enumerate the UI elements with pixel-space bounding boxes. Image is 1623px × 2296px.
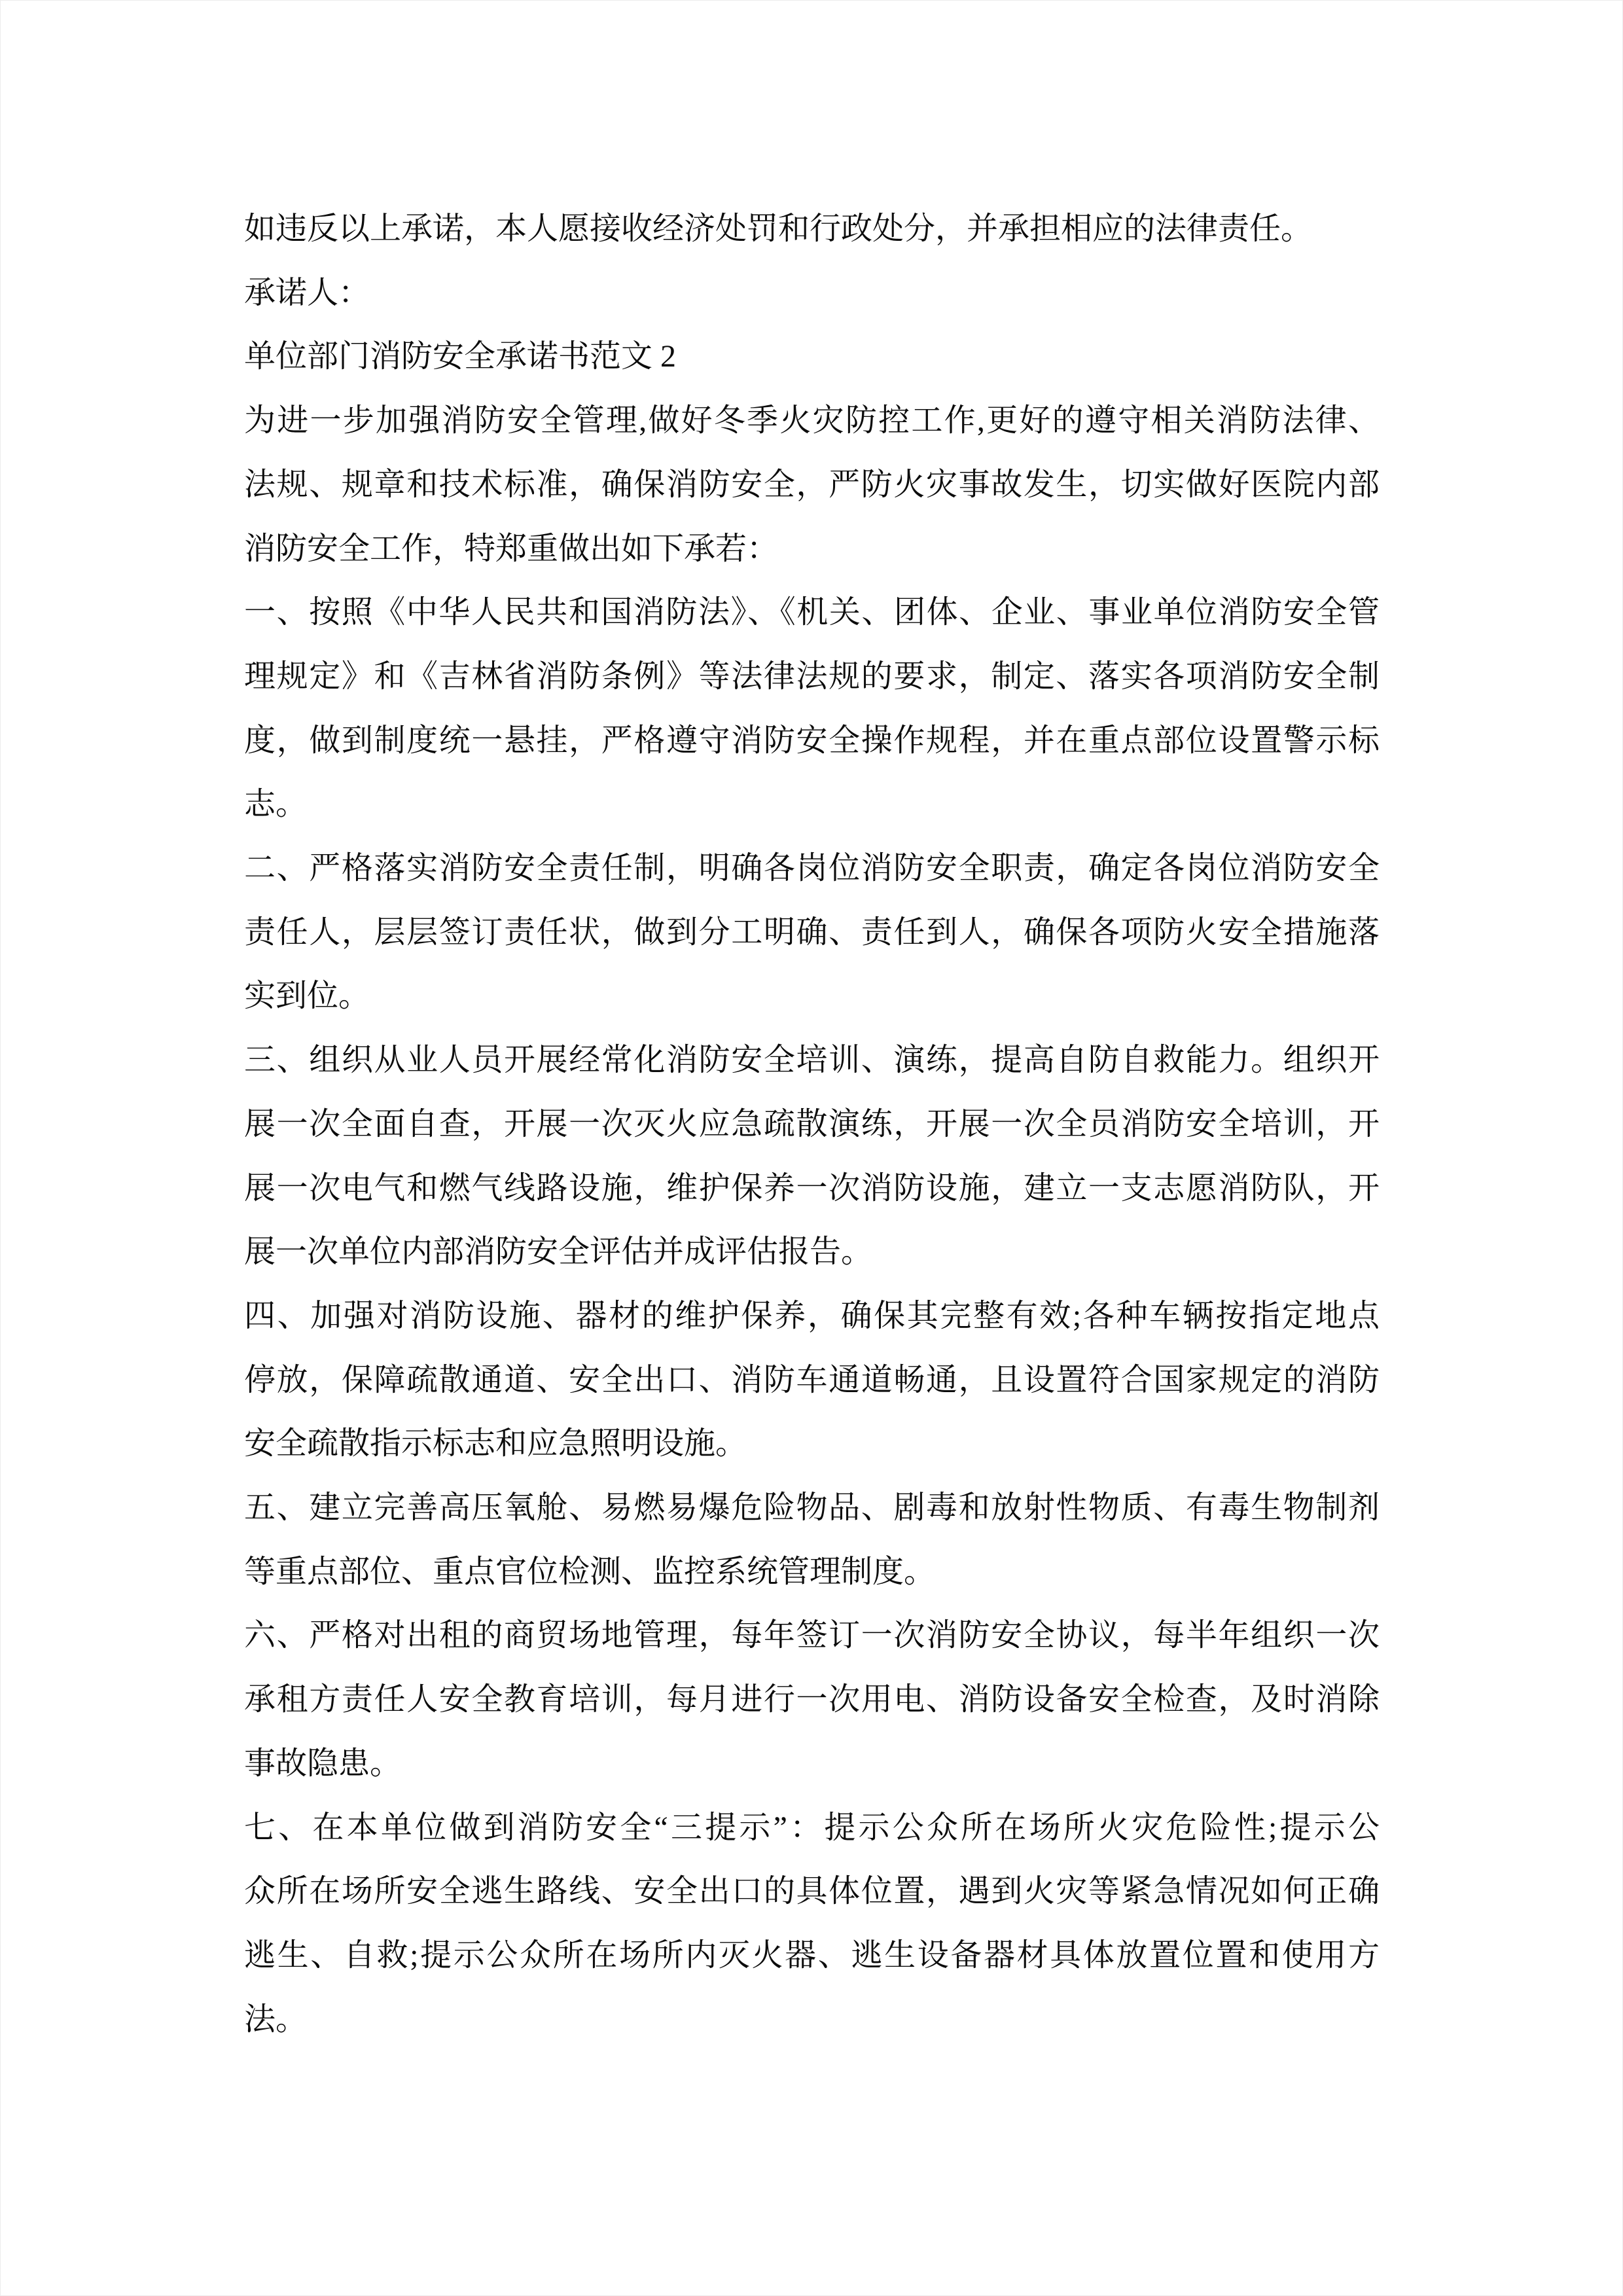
doc-line: 三、组织从业人员开展经常化消防安全培训、演练，提高自防自救能力。组织开 bbox=[244, 1043, 1380, 1078]
doc-line: 为进一步加强消防安全管理,做好冬季火灾防控工作,更好的遵守相关消防法律、 bbox=[244, 403, 1380, 439]
doc-line: 志。 bbox=[244, 787, 308, 822]
doc-line: 展一次单位内部消防安全评估并成评估报告。 bbox=[244, 1234, 873, 1270]
doc-line: 展一次电气和燃气线路设施，维护保养一次消防设施，建立一支志愿消防队，开 bbox=[244, 1170, 1380, 1206]
doc-line: 实到位。 bbox=[244, 978, 370, 1014]
doc-line: 责任人，层层签订责任状，做到分工明确、责任到人，确保各项防火安全措施落 bbox=[244, 914, 1380, 950]
doc-line: 六、严格对出租的商贸场地管理，每年签订一次消防安全协议，每半年组织一次 bbox=[244, 1618, 1380, 1653]
doc-line: 一、按照《中华人民共和国消防法》、《机关、团体、企业、事业单位消防安全管 bbox=[244, 595, 1380, 630]
doc-line: 四、加强对消防设施、器材的维护保养，确保其完整有效;各种车辆按指定地点 bbox=[244, 1298, 1380, 1333]
doc-line: 等重点部位、重点官位检测、监控系统管理制度。 bbox=[244, 1554, 936, 1589]
doc-line: 理规定》和《吉林省消防条例》等法律法规的要求，制定、落实各项消防安全制 bbox=[244, 658, 1380, 694]
doc-line: 逃生、自救;提示公众所在场所内灭火器、逃生设备器材具体放置位置和使用方 bbox=[244, 1937, 1380, 1973]
section-title: 单位部门消防安全承诺书范文 2 bbox=[244, 339, 677, 374]
doc-line: 展一次全面自查，开展一次灭火应急疏散演练，开展一次全员消防安全培训，开 bbox=[244, 1106, 1380, 1141]
doc-line: 安全疏散指示标志和应急照明设施。 bbox=[244, 1426, 747, 1462]
doc-line: 五、建立完善高压氧舱、易燃易爆危险物品、剧毒和放射性物质、有毒生物制剂 bbox=[244, 1490, 1380, 1526]
document-text-block bbox=[244, 197, 1380, 2051]
doc-line: 七、在本单位做到消防安全“三提示”：提示公众所在场所火灾危险性;提示公 bbox=[244, 1810, 1380, 1845]
doc-line: 法规、规章和技术标准，确保消防安全，严防火灾事故发生，切实做好医院内部 bbox=[244, 467, 1380, 502]
doc-line: 度，做到制度统一悬挂，严格遵守消防安全操作规程，并在重点部位设置警示标 bbox=[244, 723, 1380, 758]
doc-line: 事故隐患。 bbox=[244, 1746, 402, 1781]
promisor-line: 承诺人： bbox=[244, 275, 370, 310]
doc-line: 如违反以上承诺，本人愿接收经济处罚和行政处分，并承担相应的法律责任。 bbox=[244, 211, 1313, 246]
doc-line: 停放，保障疏散通道、安全出口、消防车通道畅通，且设置符合国家规定的消防 bbox=[244, 1362, 1380, 1397]
doc-line: 消防安全工作，特郑重做出如下承若： bbox=[244, 531, 779, 566]
doc-line: 众所在场所安全逃生路线、安全出口的具体位置，遇到火灾等紧急情况如何正确 bbox=[244, 1874, 1380, 1909]
doc-line: 承租方责任人安全教育培训，每月进行一次用电、消防设备安全检查，及时消除 bbox=[244, 1682, 1380, 1717]
doc-line: 法。 bbox=[244, 2001, 308, 2037]
doc-line: 二、严格落实消防安全责任制，明确各岗位消防安全职责，确定各岗位消防安全 bbox=[244, 851, 1380, 886]
